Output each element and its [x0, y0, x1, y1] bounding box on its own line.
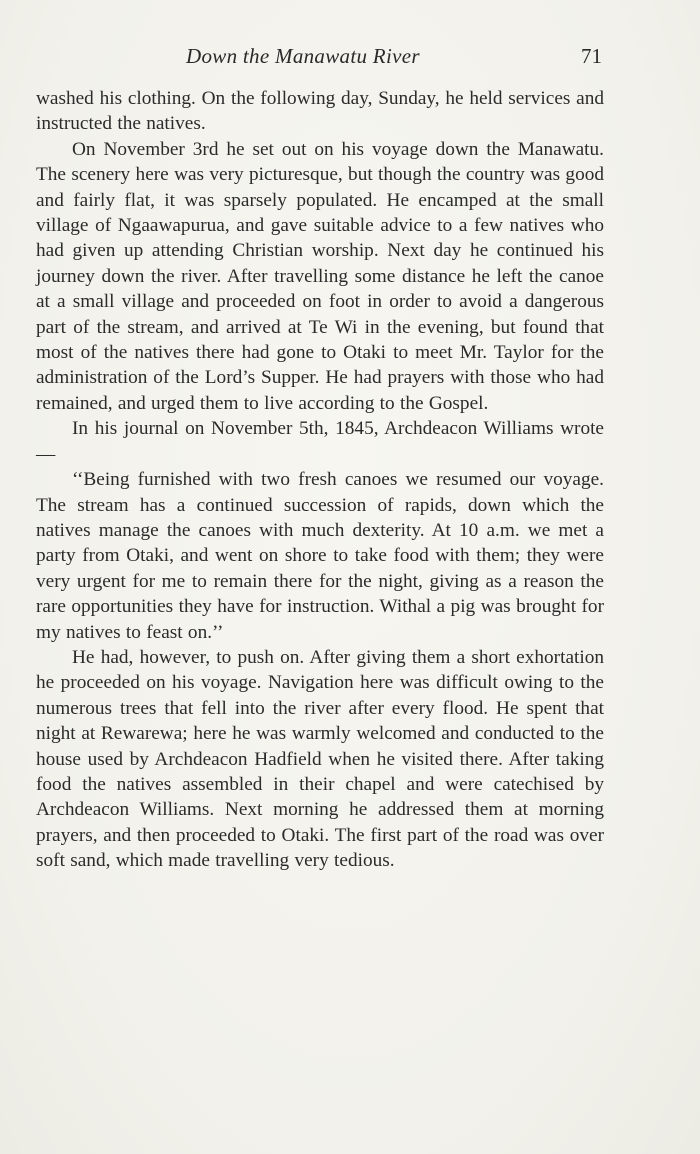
body-text	[36, 86, 604, 874]
paragraph-voyage: On November 3rd he set out on his voyage down the Manawatu. The scenery here was very picturesque, but though the country was good and fairly flat, it was sparsely populated. He encamped at the small village of Ngaawapurua, and gave suitable advice to a few natives who had given up attending Christian worship. Next day he continued his journey down the river. After travelling some distance he left the canoe at a small village and proceeded on foot in order to avoid a dangerous part of the stream, and arrived at Te Wi in the evening, but found that most of the natives there had gone to Otaki to meet Mr. Taylor for the administration of the Lord’s Supper. He had prayers with those who had remained, and urged them to live according to the Gospel.	[36, 138, 604, 414]
paragraph-journal-quote: ‘‘Being furnished with two fresh canoes we resumed our voyage. The stream has a continued succession of rapids, down which the natives manage the canoes with much dexterity. At 10 a.m. we met a party from Otaki, and went on shore to take food with them; they were very urgent for me to remain there for the night, giving as a reason the rare opportunities they have for instruction. Withal a pig was brought for my natives to feast on.’’	[36, 469, 604, 643]
page-header	[36, 44, 604, 72]
paragraph-continued: washed his clothing. On the following day, Sunday, he held services and instructed the natives.	[36, 88, 604, 135]
page-number: 71	[581, 44, 602, 68]
paragraph-rewarewa: He had, however, to push on. After giving them a short exhortation he proceeded on his voyage. Navigation here was difficult owing to the numerous trees that fell into the river after every flood. He spent that night at Rewarewa; here he was warmly welcomed and conducted to the house used by Archdeacon Hadfield when he visited there. After taking food the natives assembled in their chapel and were catechised by Archdeacon Williams. Next morning he addressed them at morning prayers, and then proceeded to Otaki. The first part of the road was over soft sand, which made travelling very tedious.	[36, 646, 604, 872]
paragraph-journal-intro: In his journal on November 5th, 1845, Archdeacon Williams wrote—	[36, 418, 604, 465]
running-title: Down the Manawatu River	[186, 44, 420, 68]
